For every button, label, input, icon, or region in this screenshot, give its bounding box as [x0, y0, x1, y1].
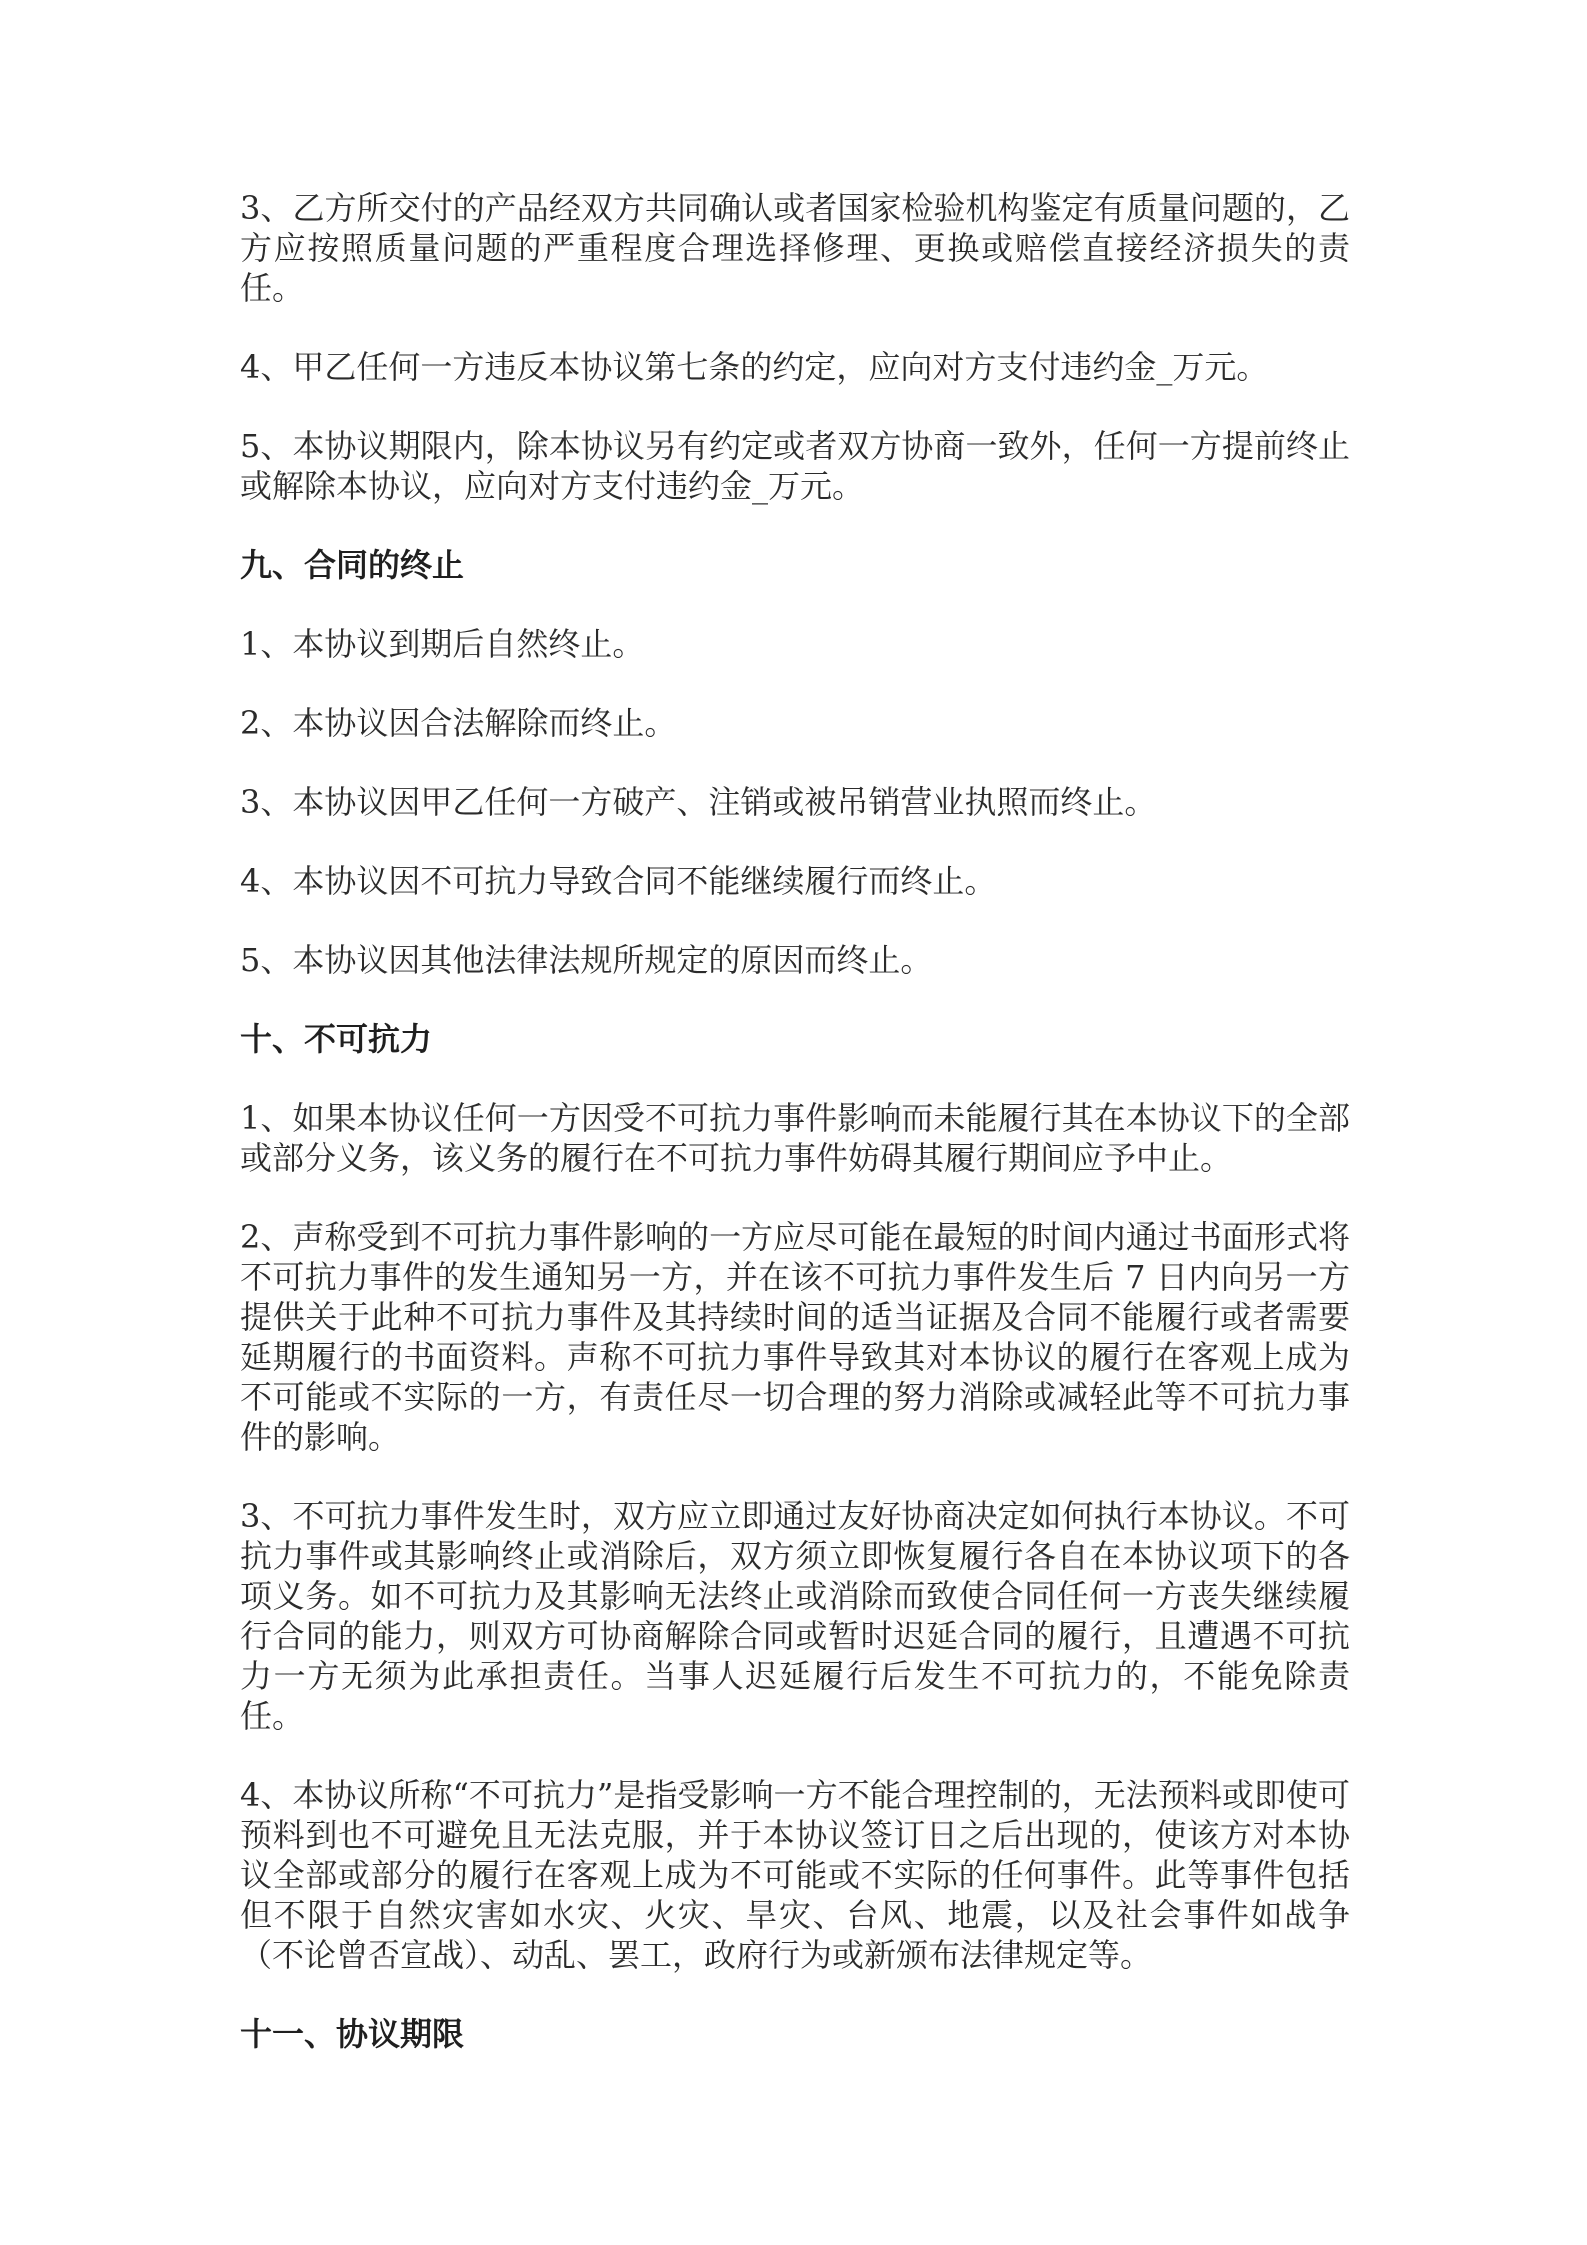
section-11-heading: 十一、协议期限: [240, 2015, 465, 2053]
document-body: [240, 188, 1350, 2093]
clause-9-3: 3、本协议因甲乙任何一方破产、注销或被吊销营业执照而终止。: [240, 783, 1157, 821]
clause-10-4: 4、本协议所称“不可抗力”是指受影响一方不能合理控制的，无法预料或即使可预料到也不可避免且无法克服，并于本协议签订日之后出现的，使该方对本协议全部或部分的履行在客观上成为不可能或不实际的任何事件。此等事件包括但不限于自然灾害如水灾、火灾、旱灾、台风、地震，以及社会事件如战争（不论曾否宣战）、动乱、罢工，政府行为或新颁布法律规定等。: [240, 1776, 1350, 1974]
section-9-heading: 九、合同的终止: [240, 546, 465, 584]
clause-8-5: 5、本协议期限内，除本协议另有约定或者双方协商一致外，任何一方提前终止或解除本协议，应向对方支付违约金_万元。: [240, 427, 1350, 505]
clause-9-4: 4、本协议因不可抗力导致合同不能继续履行而终止。: [240, 862, 997, 900]
clause-9-5: 5、本协议因其他法律法规所规定的原因而终止。: [240, 941, 933, 979]
clause-10-1: 1、如果本协议任何一方因受不可抗力事件影响而未能履行其在本协议下的全部或部分义务，该义务的履行在不可抗力事件妨碍其履行期间应予中止。: [240, 1099, 1350, 1177]
clause-10-3: 3、不可抗力事件发生时，双方应立即通过友好协商决定如何执行本协议。不可抗力事件或其影响终止或消除后，双方须立即恢复履行各自在本协议项下的各项义务。如不可抗力及其影响无法终止或消除而致使合同任何一方丧失继续履行合同的能力，则双方可协商解除合同或暂时迟延合同的履行，且遭遇不可抗力一方无须为此承担责任。当事人迟延履行后发生不可抗力的，不能免除责任。: [240, 1497, 1350, 1735]
clause-9-1: 1、本协议到期后自然终止。: [240, 625, 645, 663]
clause-10-2: 2、声称受到不可抗力事件影响的一方应尽可能在最短的时间内通过书面形式将不可抗力事件的发生通知另一方，并在该不可抗力事件发生后 7 日内向另一方提供关于此种不可抗力事件及其持续时间的适当证据及合同不能履行或者需要延期履行的书面资料。声称不可抗力事件导致其对本协议的履行在客观上成为不可能或不实际的一方，有责任尽一切合理的努力消除或减轻此等不可抗力事件的影响。: [240, 1218, 1350, 1456]
clause-8-3: 3、乙方所交付的产品经双方共同确认或者国家检验机构鉴定有质量问题的，乙方应按照质量问题的严重程度合理选择修理、更换或赔偿直接经济损失的责任。: [240, 189, 1350, 307]
clause-9-2: 2、本协议因合法解除而终止。: [240, 704, 677, 742]
section-10-heading: 十、不可抗力: [240, 1020, 433, 1058]
clause-8-4: 4、甲乙任何一方违反本协议第七条的约定，应向对方支付违约金_万元。: [240, 348, 1269, 386]
